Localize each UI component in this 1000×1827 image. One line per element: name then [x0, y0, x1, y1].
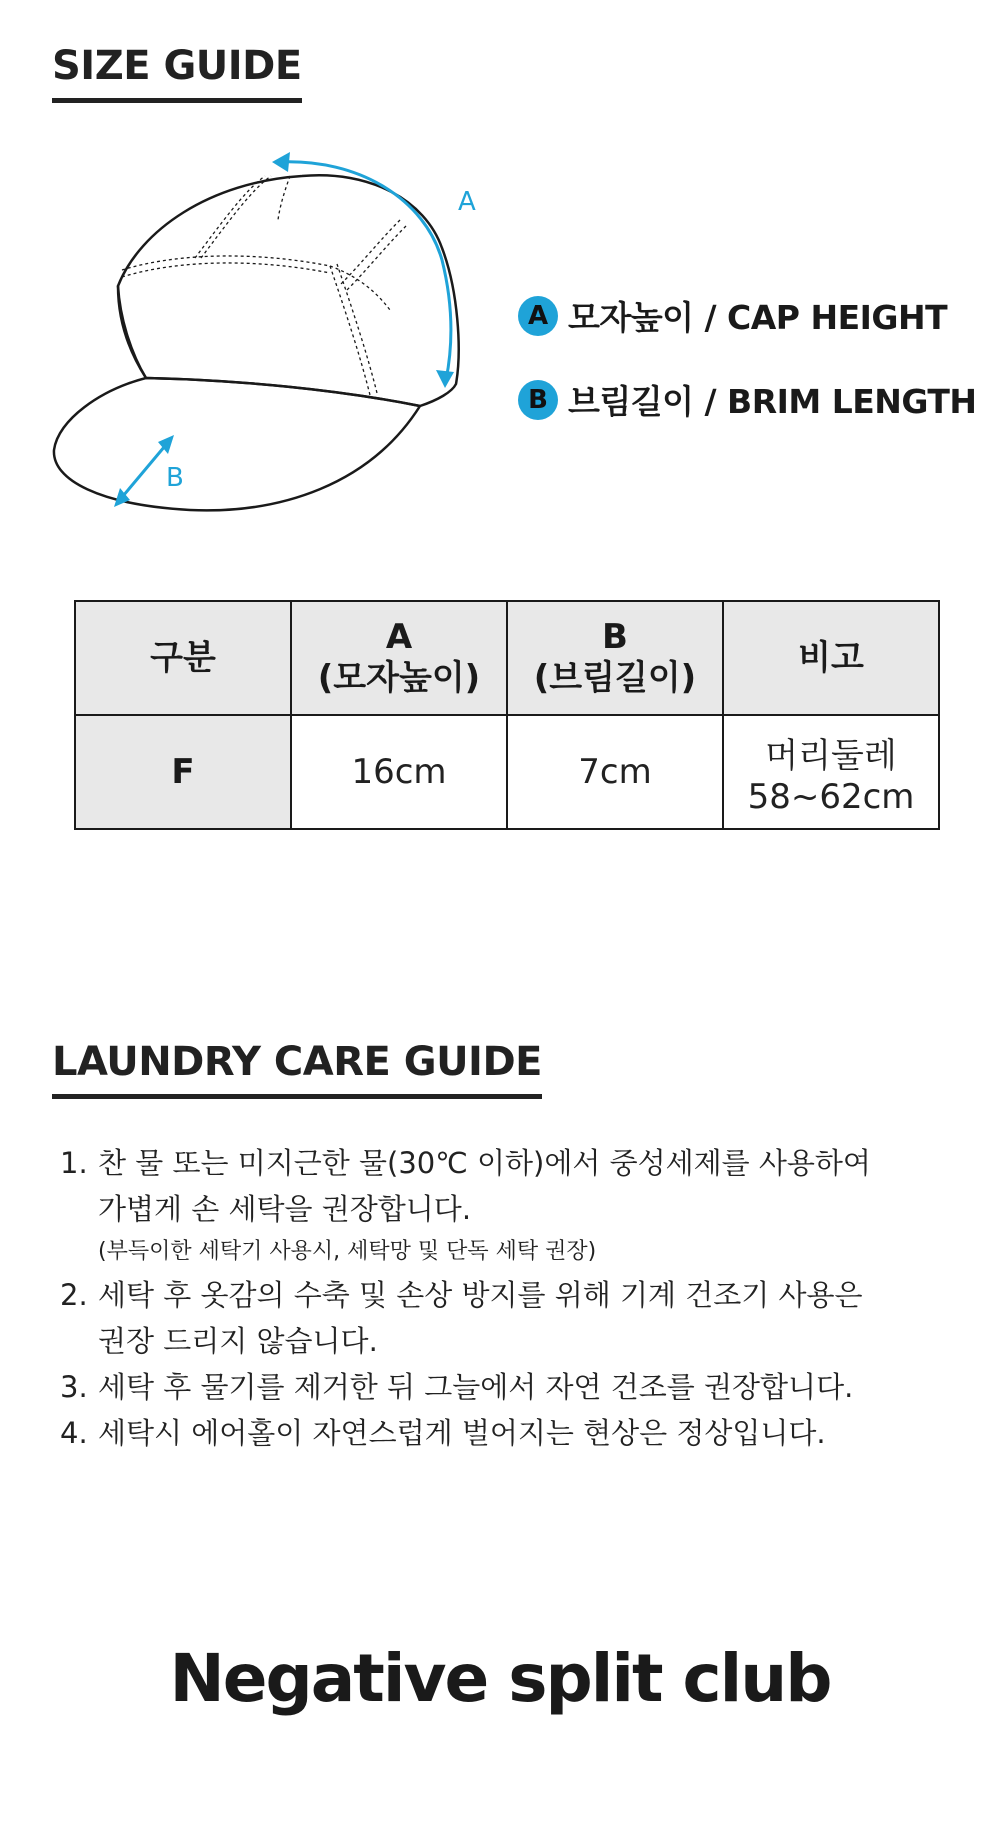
brim-length-cell: 7cm [507, 715, 723, 829]
brand-wordmark: Negative split club [169, 1640, 831, 1717]
note-head-circumference-value: 58~62cm [747, 776, 915, 817]
header-note-label: 비고 [798, 637, 864, 678]
cap-height-cell: 16cm [291, 715, 507, 829]
size-table [74, 600, 940, 830]
list-item-text: 세탁시 에어홀이 자연스럽게 벌어지는 현상은 정상입니다. [98, 1416, 826, 1450]
table-row [75, 715, 939, 829]
header-b-label: B [602, 617, 628, 658]
legend-cap-height [518, 292, 947, 339]
list-item-text: 찬 물 또는 미지근한 물(30℃ 이하)에서 중성세제를 사용하여 [98, 1146, 871, 1180]
cap-front-panel-line [118, 286, 146, 378]
legend-label-brim-length: 브림길이 / BRIM LENGTH [568, 382, 977, 421]
list-item-number: 2. [60, 1278, 88, 1312]
list-item-number: 4. [60, 1416, 88, 1450]
header-category [75, 601, 291, 715]
note-head-circumference-label: 머리둘레 [765, 735, 897, 776]
legend-label-cap-height: 모자높이 / CAP HEIGHT [568, 298, 948, 337]
list-item [60, 1410, 940, 1456]
list-item-text-cont: 가볍게 손 세탁을 권장합니다. [98, 1192, 472, 1226]
header-note [723, 601, 939, 715]
header-category-label: 구분 [150, 637, 216, 678]
list-item [60, 1140, 940, 1272]
legend-badge-a: A [518, 296, 558, 336]
header-b-sublabel: (브림길이) [533, 658, 697, 698]
brim-length-arrow [118, 440, 170, 502]
list-item-text: 세탁 후 물기를 제거한 뒤 그늘에서 자연 건조를 권장합니다. [98, 1370, 854, 1404]
cap-brim-outline [54, 378, 420, 510]
header-cap-height [291, 601, 507, 715]
cap-crown-outline [118, 175, 459, 406]
size-cell: F [75, 715, 291, 829]
list-item-note: (부득이한 세탁기 사용시, 세탁망 및 단독 세탁 권장) [98, 1239, 597, 1264]
arrow-head-a-start [272, 152, 290, 172]
header-a-sublabel: (모자높이) [317, 658, 481, 698]
diagram-label-a: A [458, 187, 476, 217]
laundry-care-title: LAUNDRY CARE GUIDE [52, 1040, 542, 1099]
list-item-number: 3. [60, 1370, 88, 1404]
cap-diagram-illustration [40, 140, 510, 550]
size-table-header-row [75, 601, 939, 715]
list-item-text: 세탁 후 옷감의 수축 및 손상 방지를 위해 기계 건조기 사용은 [98, 1278, 863, 1312]
header-brim-length [507, 601, 723, 715]
laundry-care-list [60, 1140, 940, 1456]
arrow-head-a-end [436, 370, 454, 388]
list-item-text-cont: 권장 드리지 않습니다. [98, 1324, 378, 1358]
list-item [60, 1272, 940, 1364]
list-item [60, 1364, 940, 1410]
list-item-number: 1. [60, 1146, 88, 1180]
legend-badge-b: B [518, 380, 558, 420]
legend-brim-length [518, 376, 977, 423]
size-guide-title: SIZE GUIDE [52, 44, 302, 103]
diagram-label-b: B [166, 463, 184, 493]
header-a-label: A [385, 617, 413, 658]
note-cell [723, 715, 939, 829]
